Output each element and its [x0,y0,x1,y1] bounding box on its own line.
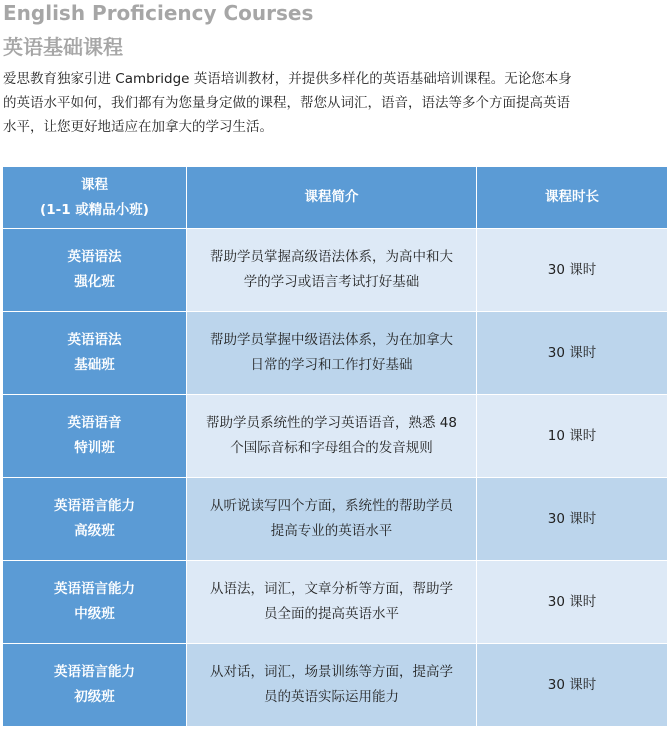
course-description-line: 日常的学习和工作打好基础 [250,357,413,373]
course-name-cell [3,395,187,478]
column-header-course-label: 课程 [81,176,108,193]
course-name: 英语语法 [67,332,122,348]
table-row [3,395,668,478]
intro-line: 的英语水平如何，我们都有为您量身定做的课程，帮您从词汇，语音，语法等多个方面提高英语 [3,95,570,111]
table-row [3,561,668,644]
course-description-line: 帮助学员掌握中级语法体系，为在加拿大 [210,332,453,348]
course-description-cell [187,644,477,727]
course-level: 高级班 [74,523,115,539]
course-level: 基础班 [74,357,115,373]
table-row [3,312,668,395]
column-header-course-sub: (1-1 或精品小班) [40,201,149,218]
course-description-cell [187,561,477,644]
course-duration: 30 课时 [477,312,668,395]
course-name-cell [3,478,187,561]
course-name-cell [3,561,187,644]
table-row [3,229,668,312]
course-description-line: 帮助学员系统性的学习英语语音，熟悉 48 [206,415,457,431]
courses-table [2,166,668,727]
table-row [3,478,668,561]
course-duration: 10 课时 [477,395,668,478]
course-description-cell [187,312,477,395]
table-row [3,644,668,727]
course-level: 初级班 [74,689,115,705]
course-name: 英语语言能力 [54,581,135,597]
course-duration: 30 课时 [477,478,668,561]
intro-line: 爱思教育独家引进 Cambridge 英语培训教材，并提供多样化的英语基础培训课程。无论您本身 [3,71,572,87]
course-name-cell [3,312,187,395]
course-description-cell [187,395,477,478]
course-name: 英语语言能力 [54,498,135,514]
table-header-row [3,167,668,229]
course-description-line: 帮助学员掌握高级语法体系，为高中和大 [210,249,453,265]
column-header-description: 课程简介 [187,167,477,229]
course-name-cell [3,229,187,312]
intro-line: 水平，让您更好地适应在加拿大的学习生活。 [3,119,273,135]
intro-paragraph [3,67,633,139]
course-level: 强化班 [74,274,115,290]
course-description-cell [187,229,477,312]
course-description-cell [187,478,477,561]
course-duration: 30 课时 [477,561,668,644]
course-description-line: 提高专业的英语水平 [270,523,393,539]
course-description-line: 员全面的提高英语水平 [264,606,399,622]
course-level: 特训班 [74,440,115,456]
course-description-line: 学的学习或语言考试打好基础 [243,274,420,290]
course-duration: 30 课时 [477,644,668,727]
course-name: 英语语音 [67,415,122,431]
column-header-duration: 课程时长 [477,167,668,229]
course-description-line: 从听说读写四个方面，系统性的帮助学员 [210,498,453,514]
page-title-zh: 英语基础课程 [3,35,123,59]
page-title-en: English Proficiency Courses [3,1,314,25]
course-description-line: 个国际音标和字母组合的发音规则 [230,440,433,456]
course-name-cell [3,644,187,727]
course-description-line: 从语法，词汇，文章分析等方面，帮助学 [210,581,453,597]
column-header-course [3,167,187,229]
course-level: 中级班 [74,606,115,622]
course-duration: 30 课时 [477,229,668,312]
course-description-line: 员的英语实际运用能力 [264,689,399,705]
course-name: 英语语法 [67,249,122,265]
course-description-line: 从对话，词汇，场景训练等方面，提高学 [210,664,453,680]
course-name: 英语语言能力 [54,664,135,680]
